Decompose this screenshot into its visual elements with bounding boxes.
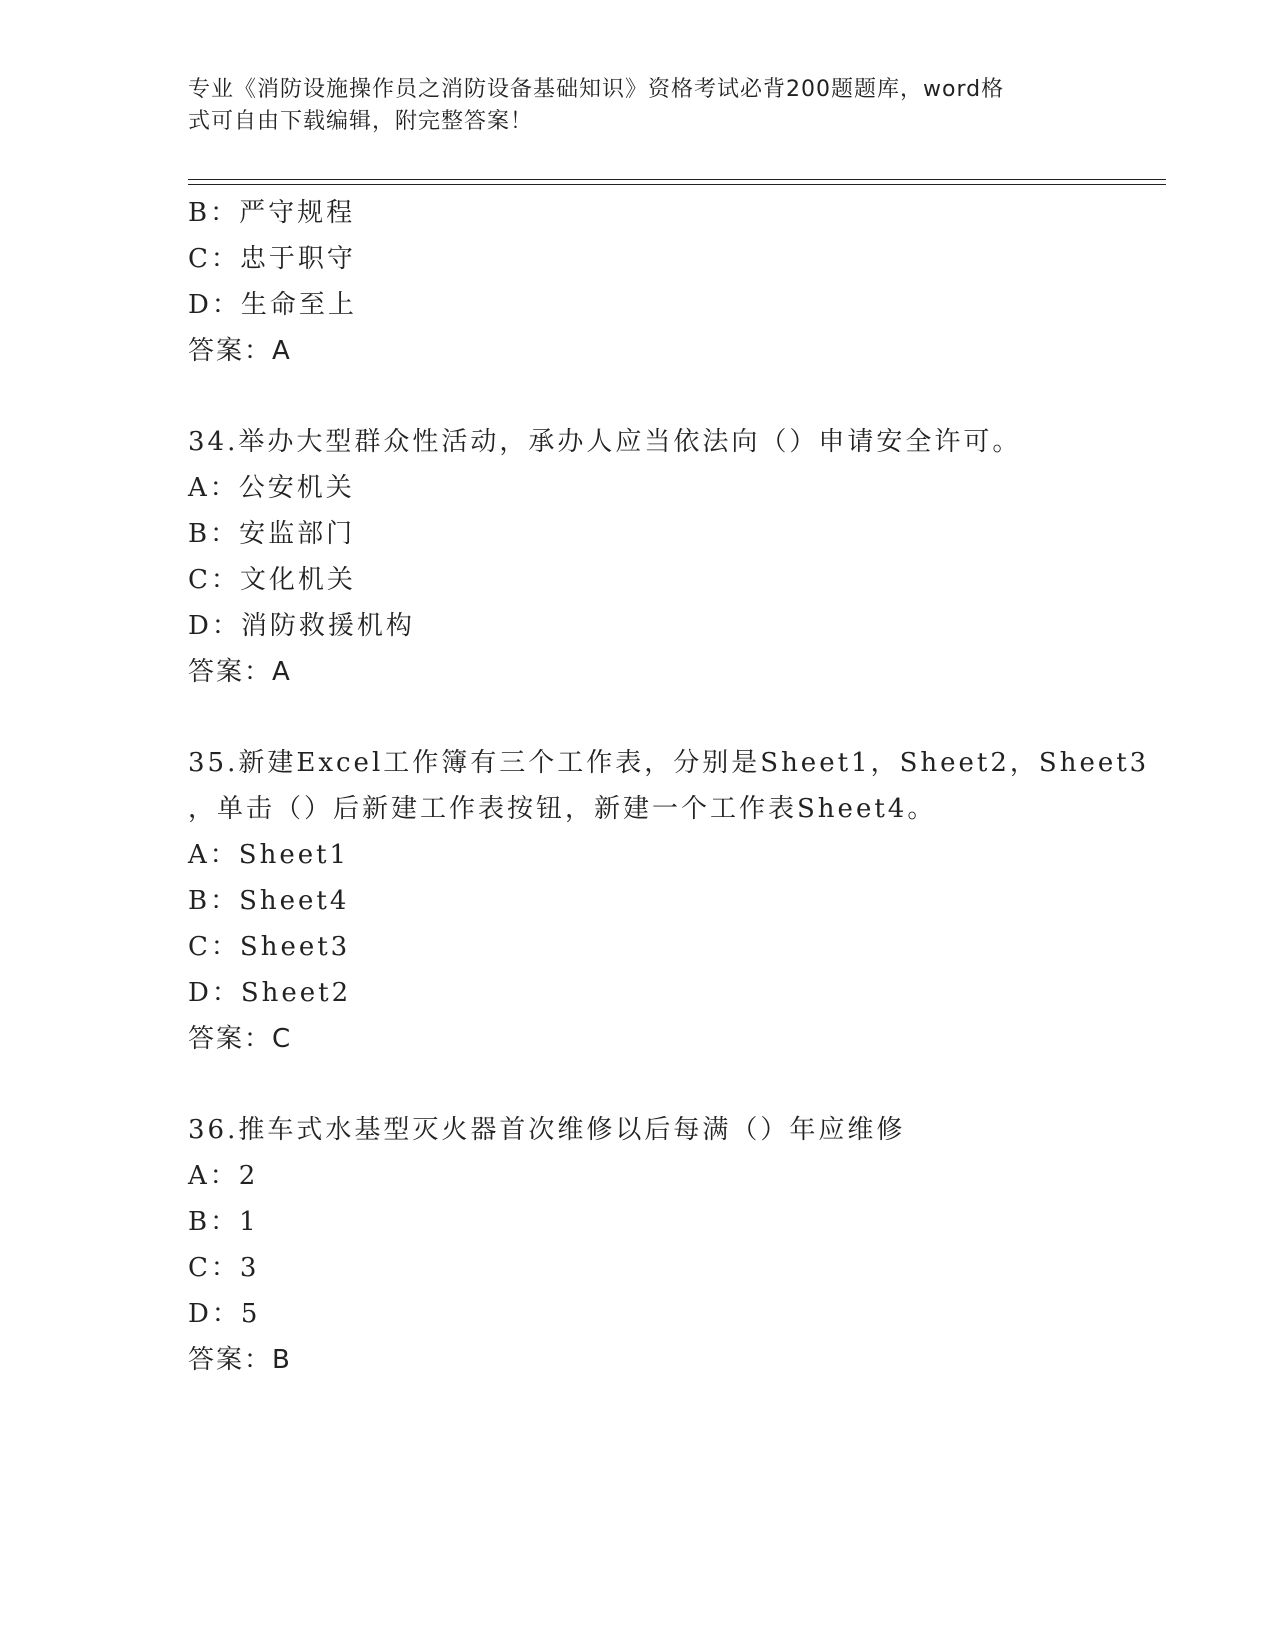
question-36 [188, 1107, 1128, 1383]
option-a: A：Sheet1 [188, 840, 350, 870]
question-text: 35.新建Excel工作簿有三个工作表，分别是Sheet1，Sheet2，Sheet3 [188, 748, 1150, 778]
answer: 答案：B [188, 1345, 292, 1375]
header-line-1: 专业《消防设施操作员之消防设备基础知识》资格考试必背200题题库，word格 [188, 77, 1005, 102]
option-c: C：文化机关 [188, 565, 356, 595]
option-d: D：5 [188, 1299, 261, 1329]
header-line-2: 式可自由下载编辑，附完整答案！ [188, 109, 534, 134]
answer: 答案：A [188, 336, 292, 366]
question-35 [188, 740, 1150, 1062]
option-d: D：生命至上 [188, 290, 357, 320]
header-divider-top [188, 179, 1166, 180]
answer: 答案：C [188, 1024, 293, 1054]
option-b: B：1 [188, 1207, 259, 1237]
option-b: B：严守规程 [188, 198, 356, 228]
document-body [188, 190, 1150, 1383]
option-b: B：安监部门 [188, 519, 356, 549]
option-c: C：Sheet3 [188, 932, 351, 962]
question-34 [188, 419, 1128, 695]
answer: 答案：A [188, 657, 292, 687]
option-d: D：消防救援机构 [188, 611, 415, 641]
question-text: 36.推车式水基型灭火器首次维修以后每满（）年应维修 [188, 1115, 906, 1145]
option-c: C：3 [188, 1253, 260, 1283]
document-header [188, 74, 1088, 138]
option-a: A：2 [188, 1161, 259, 1191]
question-text-continued: ，单击（）后新建工作表按钮，新建一个工作表Sheet4。 [188, 794, 937, 824]
option-c: C：忠于职守 [188, 244, 356, 274]
option-d: D：Sheet2 [188, 978, 352, 1008]
header-divider-bottom [188, 184, 1166, 185]
option-a: A：公安机关 [188, 473, 355, 503]
question-33-tail [188, 190, 1128, 374]
question-text: 34.举办大型群众性活动，承办人应当依法向（）申请安全许可。 [188, 427, 1022, 457]
option-b: B：Sheet4 [188, 886, 350, 916]
